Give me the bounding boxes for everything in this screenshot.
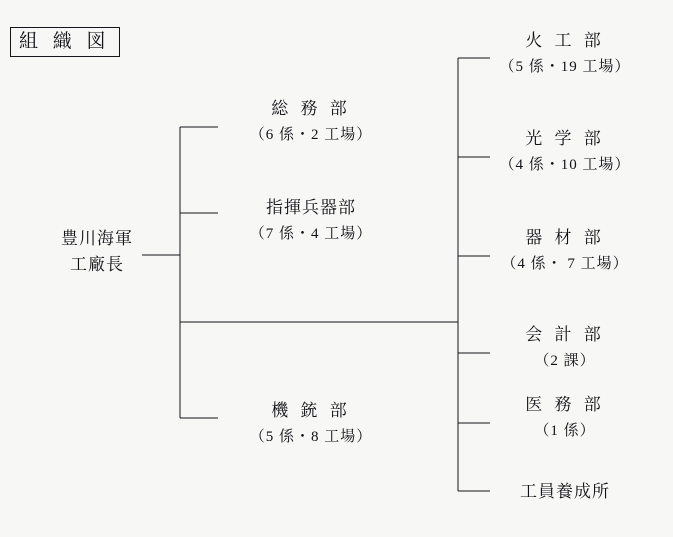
node-kajuu-sub: （5 係・19 工場）	[499, 58, 631, 75]
node-kouin-name: 工員養成所	[520, 482, 610, 501]
chart-title: 組 織 図	[19, 31, 111, 52]
node-kougaku-sub: （4 係・10 工場）	[499, 156, 631, 173]
node-soumu	[218, 96, 404, 146]
node-root-name-line2: 工廠長	[70, 254, 124, 274]
node-kijuu-name: 機 銃 部	[271, 401, 351, 420]
node-imu-sub: （1 係）	[534, 422, 596, 439]
node-imu	[470, 392, 660, 442]
node-kaikei-name: 会 計 部	[525, 325, 605, 344]
node-kougaku	[470, 126, 660, 176]
node-shiki-sub: （7 係・4 工場）	[249, 225, 373, 242]
node-kizai-name: 器 材 部	[525, 228, 605, 247]
node-soumu-sub: （6 係・2 工場）	[249, 126, 373, 143]
node-root	[52, 226, 142, 277]
node-shiki	[218, 195, 404, 245]
node-imu-name: 医 務 部	[525, 395, 605, 414]
node-kizai-sub: （4 係・ 7 工場）	[501, 255, 629, 272]
node-soumu-name: 総 務 部	[271, 99, 351, 118]
node-root-name: 豊川海軍	[61, 229, 133, 248]
node-kougaku-name: 光 学 部	[525, 129, 605, 148]
node-kajuu	[470, 28, 660, 78]
node-kaikei	[470, 322, 660, 372]
node-shiki-name: 指揮兵器部	[266, 198, 356, 217]
node-kaikei-sub: （2 課）	[534, 352, 596, 369]
node-kijuu-sub: （5 係・8 工場）	[249, 428, 373, 445]
node-kijuu	[218, 398, 404, 448]
node-kizai	[470, 225, 660, 275]
node-kajuu-name: 火 工 部	[525, 31, 605, 50]
node-kouin	[470, 479, 660, 505]
